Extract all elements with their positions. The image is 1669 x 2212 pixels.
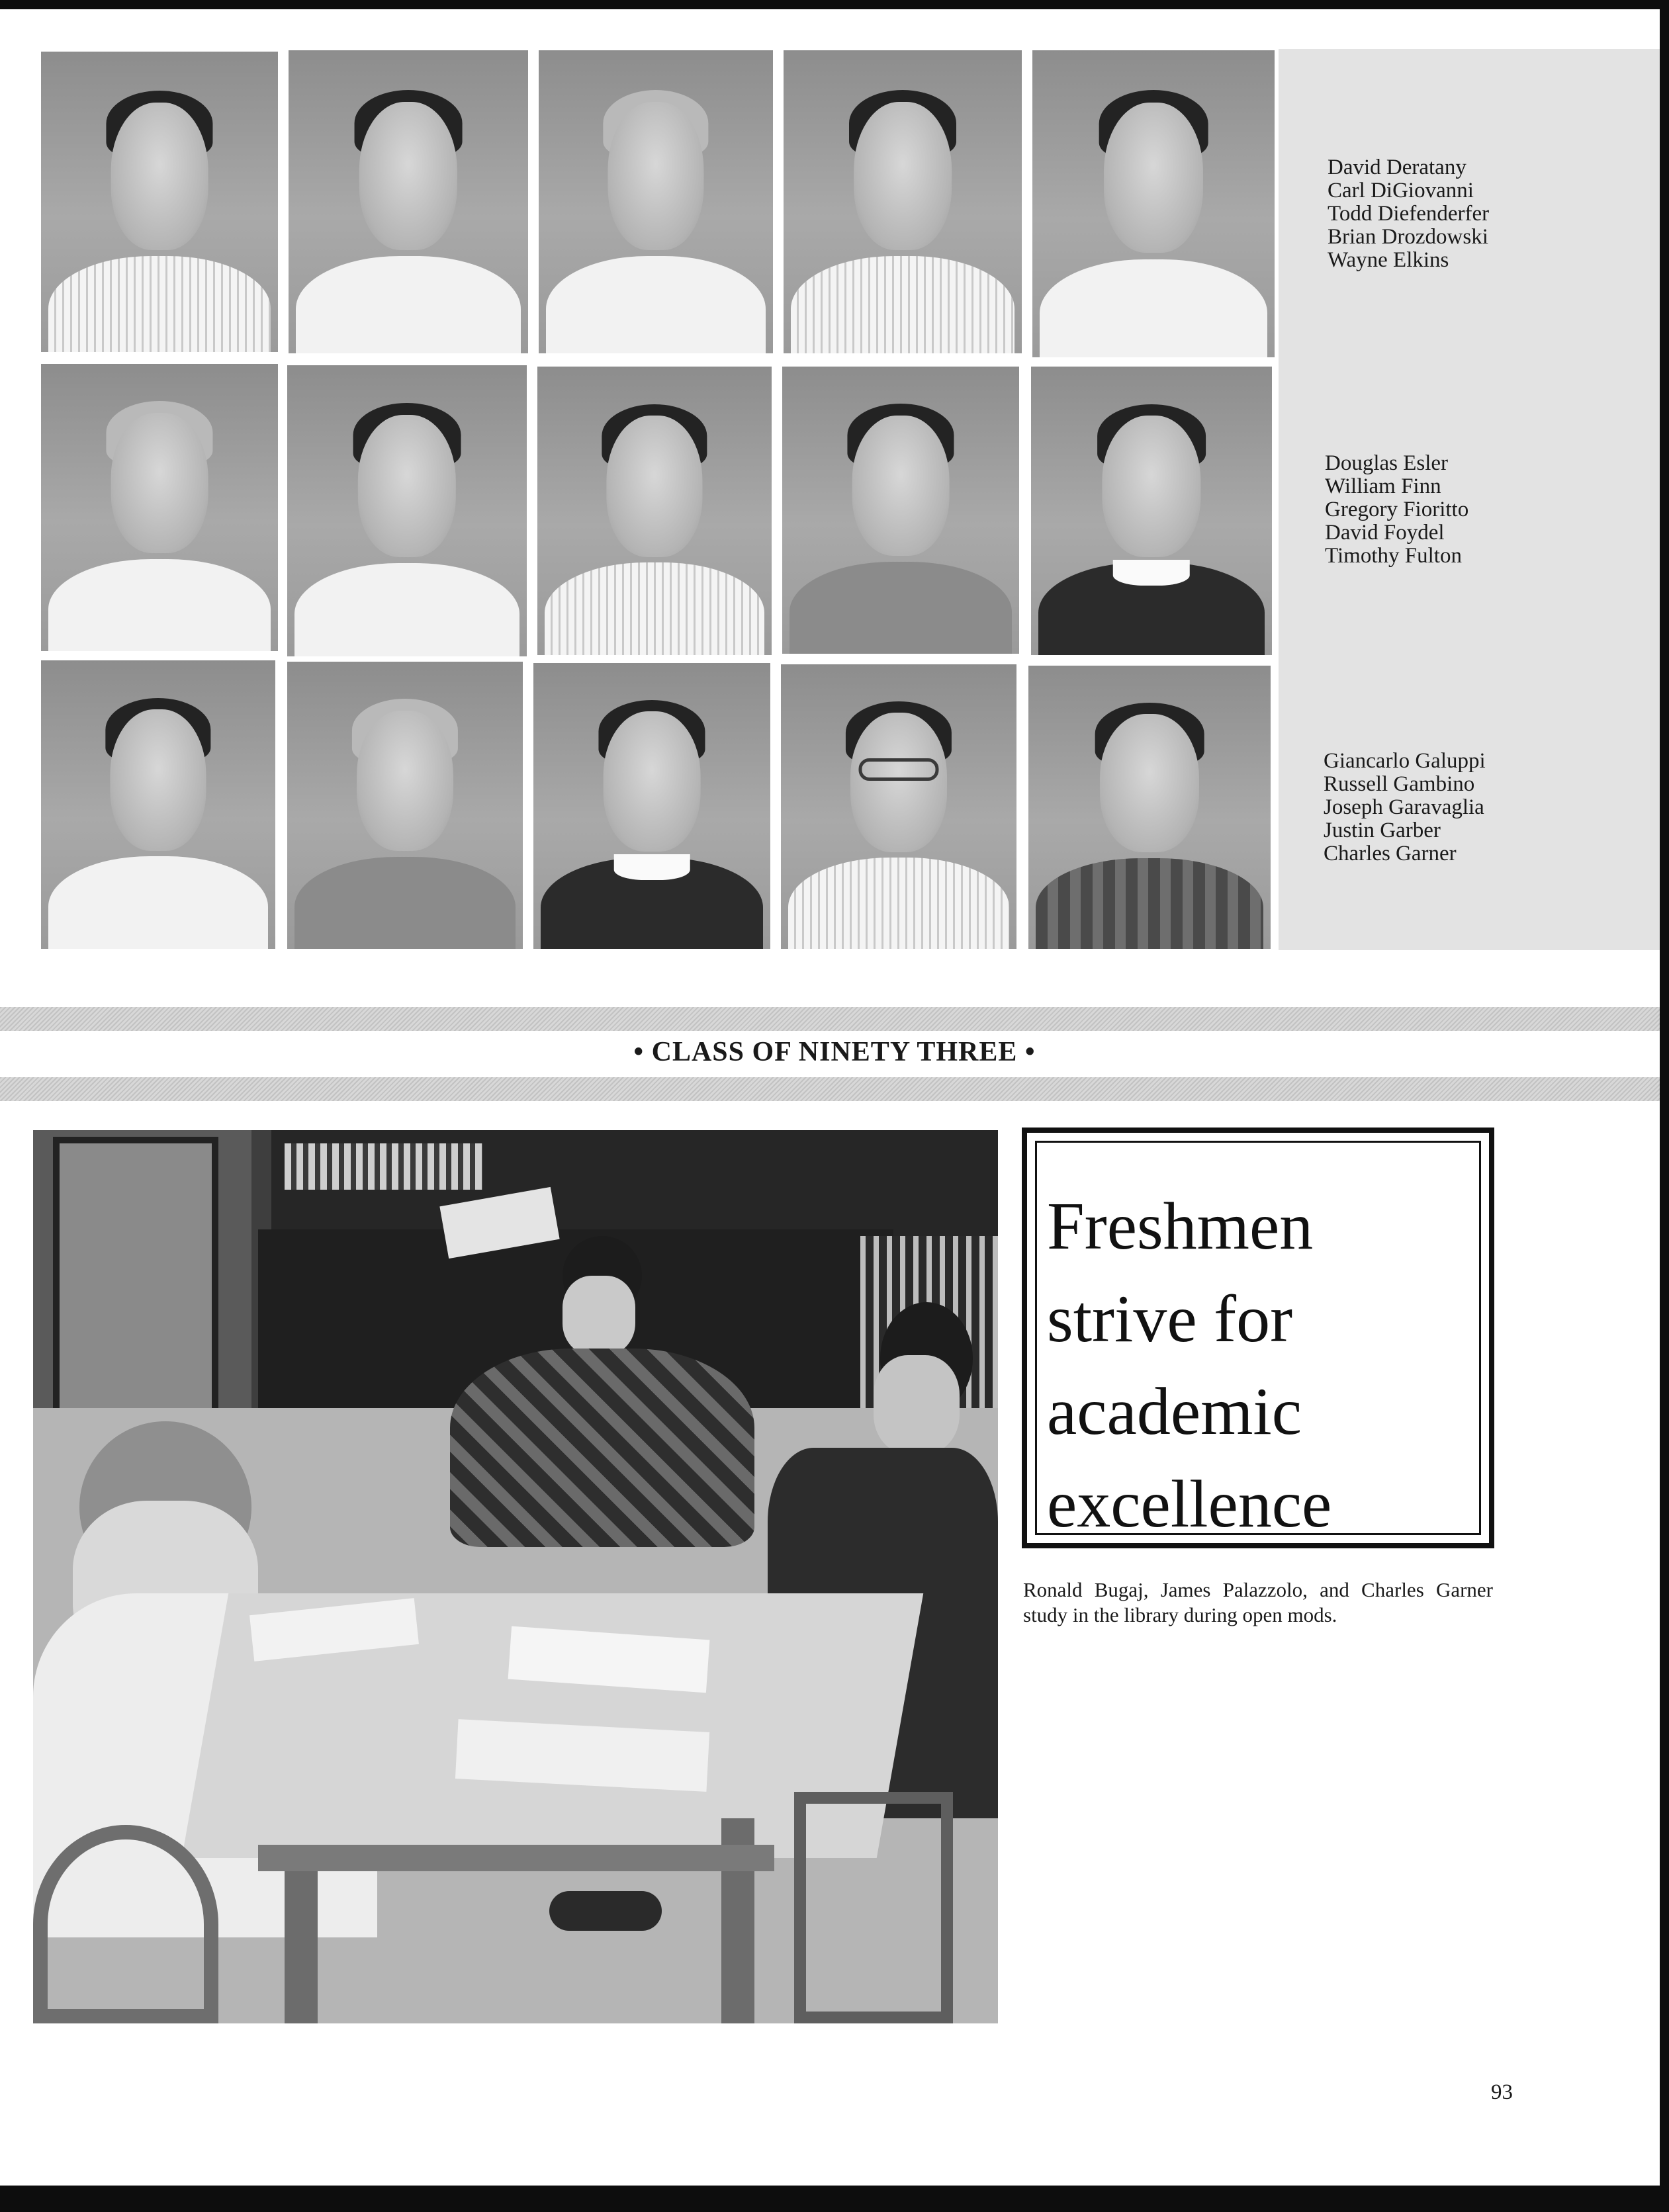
- student-name: Carl DiGiovanni: [1328, 179, 1474, 202]
- headline-line: excellence: [1047, 1467, 1332, 1542]
- portrait-photo: [41, 364, 278, 651]
- divider-band: [0, 1007, 1660, 1031]
- student-name: David Deratany: [1328, 155, 1466, 179]
- student-name: Douglas Esler: [1325, 451, 1449, 475]
- portrait-photo: [41, 660, 275, 949]
- page-edge-bottom: [0, 2186, 1669, 2212]
- student-name: Timothy Fulton: [1325, 544, 1462, 568]
- name-list: [1324, 750, 1486, 865]
- photo-caption: Ronald Bugaj, James Palazzolo, and Charles Garner study in the library during open mods.: [1023, 1578, 1493, 1626]
- page-number: 93: [1491, 2080, 1513, 2104]
- portrait-photo: [533, 663, 770, 949]
- portrait-photo: [41, 52, 278, 352]
- portrait-photo: [539, 50, 773, 353]
- library-photo: [33, 1130, 998, 2023]
- portrait-photo: [1028, 666, 1271, 949]
- portrait-photo: [784, 50, 1022, 353]
- headline-line: strive for: [1047, 1282, 1293, 1356]
- section-heading: • CLASS OF NINETY THREE •: [633, 1037, 1036, 1067]
- student-name: Wayne Elkins: [1328, 248, 1449, 272]
- student-name: Joseph Garavaglia: [1324, 795, 1484, 819]
- portrait-photo: [287, 365, 527, 656]
- portrait-photo: [537, 367, 772, 655]
- student-name: Charles Garner: [1324, 842, 1457, 865]
- student-name: Brian Drozdowski: [1328, 225, 1488, 249]
- student-name: David Foydel: [1325, 521, 1445, 545]
- headline-line: academic: [1047, 1374, 1302, 1449]
- headline-box: [1022, 1128, 1494, 1548]
- student-name: Russell Gambino: [1324, 772, 1475, 796]
- name-list: [1328, 156, 1489, 272]
- portrait-photo: [289, 50, 528, 353]
- student-name: Justin Garber: [1324, 818, 1441, 842]
- student-name: Gregory Fioritto: [1325, 498, 1469, 521]
- portrait-photo: [782, 367, 1019, 654]
- divider-band: [0, 1077, 1660, 1101]
- page-edge-top: [0, 0, 1669, 9]
- portrait-photo: [1032, 50, 1275, 357]
- name-list: [1325, 452, 1468, 568]
- student-name: William Finn: [1325, 474, 1441, 498]
- portrait-photo: [1031, 367, 1272, 655]
- student-name: Giancarlo Galuppi: [1324, 749, 1486, 773]
- page-edge-right: [1660, 0, 1669, 2212]
- student-name: Todd Diefenderfer: [1328, 202, 1490, 226]
- portrait-photo: [287, 662, 523, 949]
- headline-line: Freshmen: [1047, 1189, 1314, 1264]
- headline: [1047, 1180, 1331, 1551]
- portrait-photo: [781, 664, 1016, 949]
